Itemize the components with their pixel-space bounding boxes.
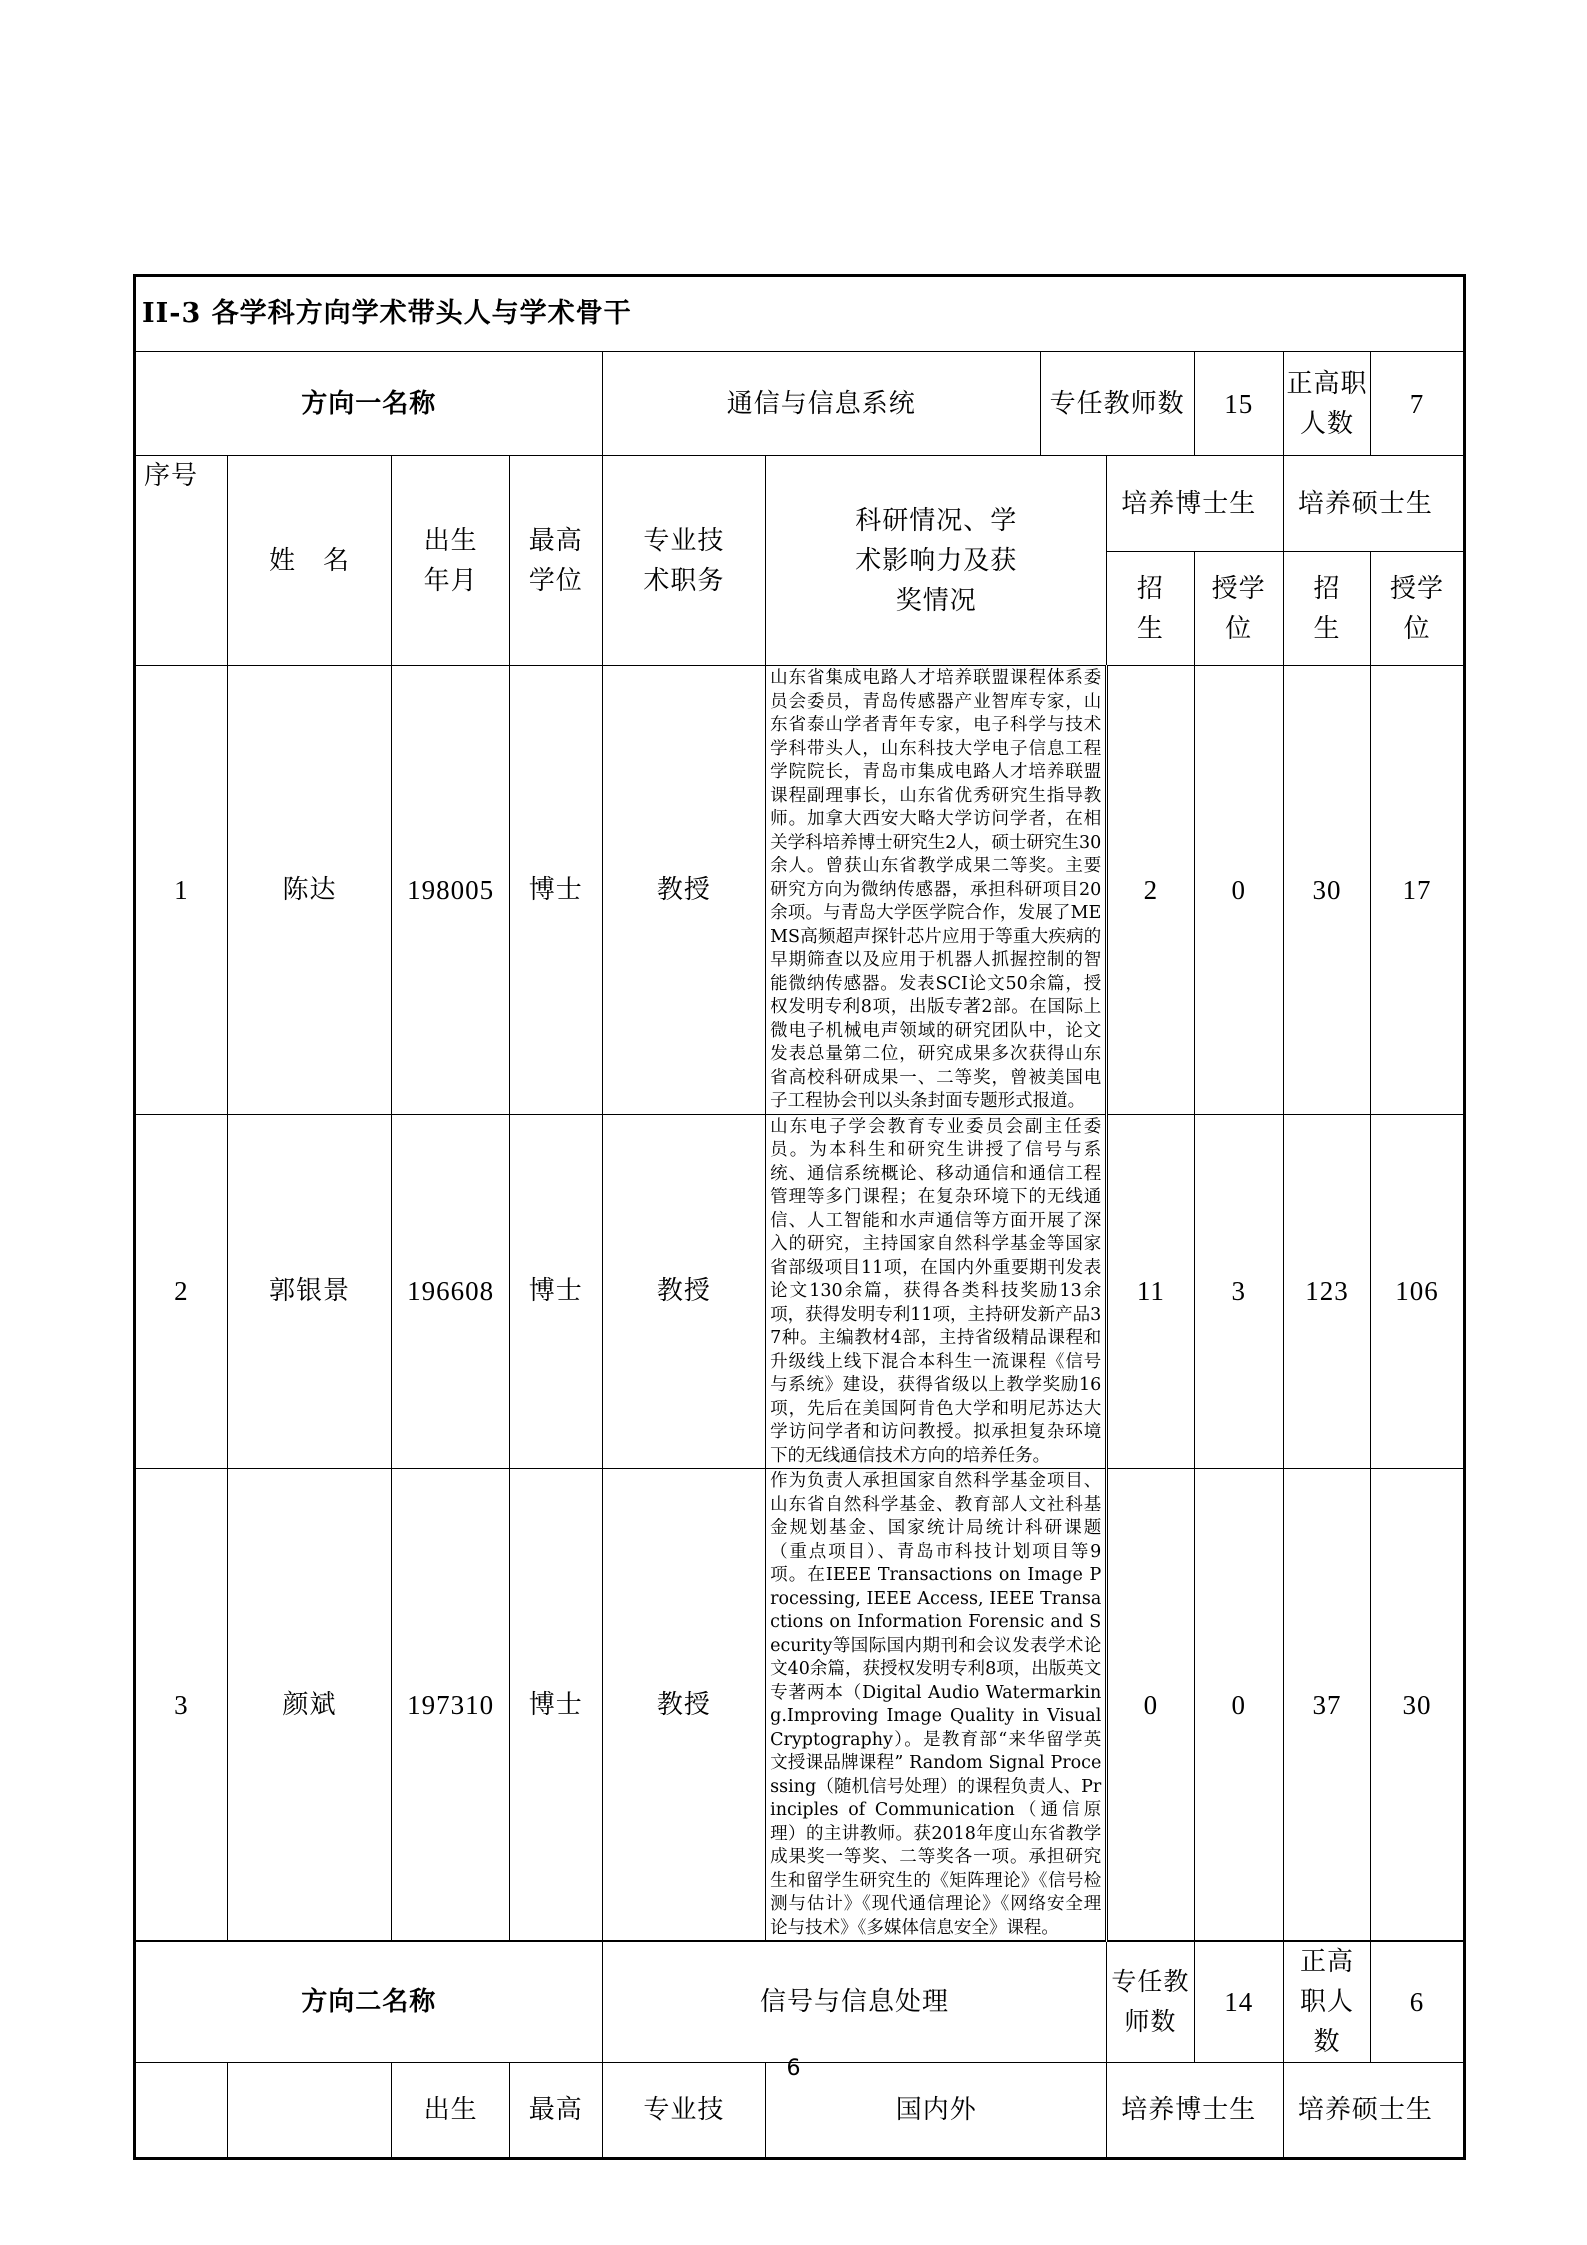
faculty-table: [133, 274, 1466, 2160]
row-phd-recruit: 2: [1107, 666, 1194, 1115]
header-phd: 培养博士生: [1107, 456, 1284, 552]
direction2-senior-count: 6: [1371, 1941, 1465, 2063]
direction2-senior-label: 正高职人数: [1283, 1941, 1370, 2063]
row-title: 教授: [602, 1114, 766, 1469]
direction1-senior-label: 正高职人数: [1283, 352, 1370, 456]
header2-title: 专业技: [602, 2063, 766, 2159]
row-phd-recruit: 0: [1107, 1469, 1194, 1942]
row-phd-award: 3: [1194, 1114, 1283, 1469]
row-birth: 196608: [392, 1114, 510, 1469]
row-seq: 1: [135, 666, 228, 1115]
header2-research: 国内外: [766, 2063, 1107, 2159]
section-title: II-3 各学科方向学术带头人与学术骨干: [135, 276, 1465, 352]
row-master-recruit: 37: [1283, 1469, 1370, 1942]
row-birth: 198005: [392, 666, 510, 1115]
header-title: 专业技术职务: [602, 456, 766, 666]
row-phd-recruit: 11: [1107, 1114, 1194, 1469]
row-master-award: 17: [1371, 666, 1465, 1115]
row-name: 陈达: [227, 666, 392, 1115]
direction1-name: 通信与信息系统: [602, 352, 1040, 456]
row-degree: 博士: [509, 1114, 602, 1469]
row-master-recruit: 123: [1283, 1114, 1370, 1469]
direction2-teacher-label: 专任教师数: [1107, 1941, 1194, 2063]
header-seq: 序号: [135, 456, 228, 666]
header-name: 姓 名: [227, 456, 392, 666]
table-row: [135, 666, 1465, 1115]
header-degree: 最高学位: [509, 456, 602, 666]
header-master-award: 授学位: [1371, 552, 1465, 666]
header-birth: 出生年月: [392, 456, 510, 666]
header-phd-award: 授学位: [1194, 552, 1283, 666]
row-research-desc: 山东省集成电路人才培养联盟课程体系委员会委员，青岛传感器产业智库专家，山东省泰山学者青年专家，电子科学与技术学科带头人，山东科技大学电子信息工程学院院长，青岛市集成电路人才培养联盟课程副理事长，山东省优秀研究生指导教师。加拿大西安大略大学访问学者，在相关学科培养博士研究生2人，硕士研究生30余人。曾获山东省教学成果二等奖。主要研究方向为微纳传感器，承担科研项目20余项。与青岛大学医学院合作，发展了MEMS高频超声探针芯片应用于等重大疾病的早期筛查以及应用于机器人抓握控制的智能微纳传感器。发表SCI论文50余篇，授权发明专利8项，出版专著2部。在国际上微电子机械电声领域的研究团队中，论文发表总量第二位，研究成果多次获得山东省高校科研成果一、二等奖，曾被美国电子工程协会刊以头条封面专题形式报道。: [766, 666, 1107, 1115]
header-research: 科研情况、学术影响力及获奖情况: [766, 456, 1107, 666]
header-master-recruit: 招生: [1283, 552, 1370, 666]
row-title: 教授: [602, 1469, 766, 1942]
row-seq: 3: [135, 1469, 228, 1942]
row-birth: 197310: [392, 1469, 510, 1942]
direction1-label: 方向一名称: [135, 352, 603, 456]
row-master-award: 30: [1371, 1469, 1465, 1942]
row-research-desc: 山东电子学会教育专业委员会副主任委员。为本科生和研究生讲授了信号与系统、通信系统概论、移动通信和通信工程管理等多门课程；在复杂环境下的无线通信、人工智能和水声通信等方面开展了深入的研究，主持国家自然科学基金等国家省部级项目11项，在国内外重要期刊发表论文130余篇，获得各类科技奖励13余项，获得发明专利11项，主持研发新产品37种。主编教材4部，主持省级精品课程和升级线上线下混合本科生一流课程《信号与系统》建设，获得省级以上教学奖励16项，先后在美国阿肯色大学和明尼苏达大学访问学者和访问教授。拟承担复杂环境下的无线通信技术方向的培养任务。: [766, 1114, 1107, 1469]
direction1-senior-count: 7: [1371, 352, 1465, 456]
page-number: 6: [786, 2056, 801, 2081]
row-research-desc: 作为负责人承担国家自然科学基金项目、山东省自然科学基金、教育部人文社科基金规划基金、国家统计局统计科研课题（重点项目）、青岛市科技计划项目等9项。在IEEE Transactions on Image Processing, IEEE Access, IEEE Transactions on Information Forensic and Security等国际国内期刊和会议发表学术论文40余篇，获授权发明专利8项，出版英文专著两本（Digital Audio Watermarking.Improving Image Quality in Visual Cryptography）。是教育部“来华留学英文授课品牌课程” Random Signal Processing（随机信号处理）的课程负责人、Principles of Communication（通信原理）的主讲教师。获2018年度山东省教学成果奖一等奖、二等奖各一项。承担研究生和留学生研究生的《矩阵理论》《信号检测与估计》《现代通信理论》《网络安全理论与技术》《多媒体信息安全》课程。: [766, 1469, 1107, 1942]
table-row: [135, 1114, 1465, 1469]
row-seq: 2: [135, 1114, 228, 1469]
row-name: 郭银景: [227, 1114, 392, 1469]
header-phd-recruit: 招生: [1107, 552, 1194, 666]
direction2-name: 信号与信息处理: [602, 1941, 1107, 2063]
row-degree: 博士: [509, 1469, 602, 1942]
header2-degree: 最高: [509, 2063, 602, 2159]
direction1-teacher-label: 专任教师数: [1040, 352, 1194, 456]
row-title: 教授: [602, 666, 766, 1115]
header2-birth: 出生: [392, 2063, 510, 2159]
row-phd-award: 0: [1194, 666, 1283, 1115]
direction1-teacher-count: 15: [1194, 352, 1283, 456]
row-phd-award: 0: [1194, 1469, 1283, 1942]
header2-master: 培养硕士生: [1283, 2063, 1464, 2159]
row-master-award: 106: [1371, 1114, 1465, 1469]
table-row: [135, 1469, 1465, 1942]
header-master: 培养硕士生: [1283, 456, 1464, 552]
row-degree: 博士: [509, 666, 602, 1115]
row-name: 颜斌: [227, 1469, 392, 1942]
direction2-teacher-count: 14: [1194, 1941, 1283, 2063]
direction2-label: 方向二名称: [135, 1941, 603, 2063]
header2-phd: 培养博士生: [1107, 2063, 1284, 2159]
row-master-recruit: 30: [1283, 666, 1370, 1115]
